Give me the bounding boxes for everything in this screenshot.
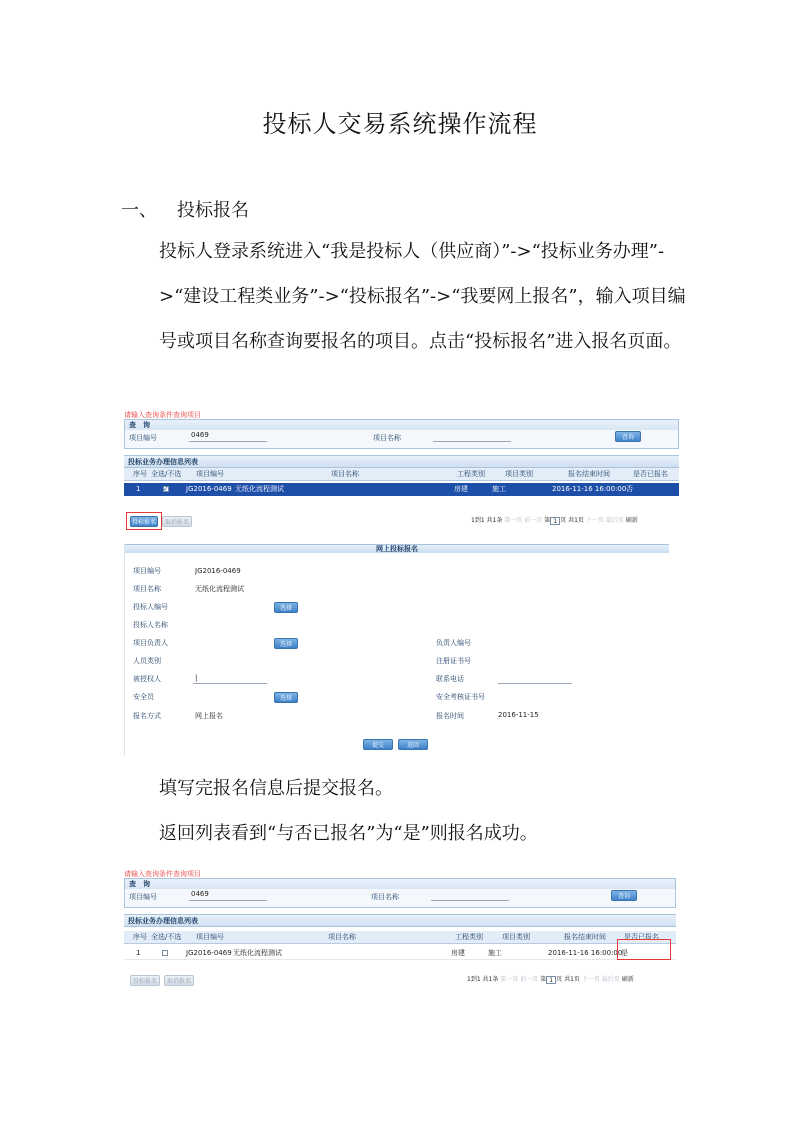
form-phone-label: 联系电话 xyxy=(436,675,464,683)
form-method-value: 网上报名 xyxy=(195,712,223,720)
row-project-type: 施工 xyxy=(492,485,506,493)
pager-refresh[interactable]: 刷新 xyxy=(625,517,638,524)
table-row[interactable] xyxy=(124,947,676,960)
col-header: 工程类别 xyxy=(457,470,485,478)
paragraph-instructions xyxy=(121,229,686,364)
row-checkbox[interactable] xyxy=(163,486,169,492)
project-no-underline xyxy=(189,441,267,442)
form-agent-label: 被授权人 xyxy=(133,675,161,683)
pager-prev[interactable]: 前一页 xyxy=(520,976,539,983)
section-label: 投标报名 xyxy=(177,200,249,221)
paragraph-success xyxy=(121,811,686,856)
form-safety-label: 安全员 xyxy=(133,693,154,701)
query-hint: 请输入查询条件查询项目 xyxy=(124,870,201,878)
form-method-label: 报名方式 xyxy=(133,712,161,720)
bid-register-button[interactable]: 投标报名 xyxy=(130,516,158,527)
row-end-time: 2016-11-16 16:00:00 xyxy=(552,485,627,493)
query-panel xyxy=(124,878,676,908)
paragraph-submit xyxy=(121,766,686,811)
col-header: 序号 xyxy=(133,933,147,941)
form-leader-label: 项目负责人 xyxy=(133,639,168,647)
row-project-name: 无纸化流程测试 xyxy=(233,949,282,957)
list-title: 投标业务办理信息列表 xyxy=(124,914,676,927)
paragraph-text: 返回列表看到“与否已报名”为“是”则报名成功。 xyxy=(159,823,538,844)
query-button[interactable]: 查询 xyxy=(611,890,637,901)
col-header: 项目类别 xyxy=(502,933,530,941)
pager-suffix: 页 共1页 xyxy=(556,976,580,983)
col-header: 项目编号 xyxy=(196,470,224,478)
submit-button[interactable]: 提交 xyxy=(363,739,393,750)
col-header: 项目编号 xyxy=(196,933,224,941)
col-header: 项目名称 xyxy=(331,470,359,478)
form-staff-type-label: 人员类别 xyxy=(133,657,161,665)
pager xyxy=(471,516,638,526)
form-date-value: 2016-11-15 xyxy=(498,711,539,719)
pager-prefix: 第 xyxy=(540,976,547,983)
project-no-underline xyxy=(189,900,267,901)
project-no-input[interactable]: 0469 xyxy=(191,890,209,898)
col-header: 项目类别 xyxy=(505,470,533,478)
query-hint: 请输入查询条件查询项目 xyxy=(124,411,201,419)
project-no-input[interactable]: 0469 xyxy=(191,431,209,439)
project-name-input[interactable] xyxy=(433,441,511,442)
row-registered: 是 xyxy=(621,949,628,957)
pager-last[interactable]: 最后页 xyxy=(605,517,624,524)
pager-first[interactable]: 第一页 xyxy=(504,517,523,524)
pager-next[interactable]: 下一页 xyxy=(585,517,604,524)
back-button[interactable]: 返回 xyxy=(398,739,428,750)
pager xyxy=(467,975,634,985)
col-header[interactable]: 全选/不选 xyxy=(151,470,182,478)
row-engineering-type: 房建 xyxy=(451,949,465,957)
bid-register-button[interactable]: 投标报名 xyxy=(130,975,160,986)
row-engineering-type: 房建 xyxy=(454,485,468,493)
project-no-label: 项目编号 xyxy=(129,434,157,442)
col-header: 报名结束时间 xyxy=(568,470,610,478)
col-header: 序号 xyxy=(133,470,147,478)
row-index: 1 xyxy=(136,485,141,493)
highlight-box xyxy=(617,939,671,960)
cancel-register-button[interactable]: 取消报名 xyxy=(162,516,192,527)
pager-summary: 1到1 共1条 xyxy=(471,517,503,524)
query-button[interactable]: 查询 xyxy=(615,431,641,442)
project-name-label: 项目名称 xyxy=(371,893,399,901)
pager-last[interactable]: 最后页 xyxy=(601,976,620,983)
row-index: 1 xyxy=(136,949,141,957)
form-bidder-name-label: 投标人名称 xyxy=(133,621,168,629)
form-project-no-label: 项目编号 xyxy=(133,567,161,575)
project-name-label: 项目名称 xyxy=(373,434,401,442)
col-header: 是否已报名 xyxy=(624,933,659,941)
table-header xyxy=(124,468,679,481)
project-no-label: 项目编号 xyxy=(129,893,157,901)
select-safety-button[interactable]: 选择 xyxy=(274,692,298,703)
pager-next[interactable]: 下一页 xyxy=(581,976,600,983)
col-header: 是否已报名 xyxy=(633,470,668,478)
form-reg-cert-label: 注册证书号 xyxy=(436,657,471,665)
pager-summary: 1到1 共1条 xyxy=(467,976,499,983)
cancel-register-button[interactable]: 取消报名 xyxy=(164,975,194,986)
list-title: 投标业务办理信息列表 xyxy=(124,455,679,468)
screenshot-bid-list-registered xyxy=(124,871,676,988)
section-number: 一、 xyxy=(121,200,157,221)
row-registered: 否 xyxy=(626,485,633,493)
paragraph-text: 投标人登录系统进入“我是投标人（供应商）”->“投标业务办理”->“建设工程类业务”->“投标报名”->“我要网上报名”，输入项目编号或项目名称查询要报名的项目。点击“投标报名”进入报名页面。 xyxy=(159,241,686,352)
select-bidder-button[interactable]: 选择 xyxy=(274,602,298,613)
row-project-name: 无纸化流程测试 xyxy=(235,485,284,493)
row-end-time: 2016-11-16 16:00:00 xyxy=(548,949,623,957)
project-name-input[interactable] xyxy=(431,900,509,901)
form-agent-input[interactable]: | xyxy=(195,674,198,682)
table-header xyxy=(124,931,676,944)
query-panel-title: 查 询 xyxy=(125,420,678,430)
screenshot-bid-list xyxy=(124,412,679,529)
pager-suffix: 页 共1页 xyxy=(560,517,584,524)
query-panel-title: 查 询 xyxy=(125,879,675,889)
paragraph-text: 填写完报名信息后提交报名。 xyxy=(159,778,393,799)
row-project-no: JG2016-0469 xyxy=(186,485,232,493)
section-heading xyxy=(121,196,249,222)
pager-first[interactable]: 第一页 xyxy=(500,976,519,983)
query-panel xyxy=(124,419,679,449)
pager-page-input[interactable]: 1 xyxy=(546,976,556,984)
col-header: 报名结束时间 xyxy=(564,933,606,941)
form-leader-no-label: 负责人编号 xyxy=(436,639,471,647)
row-checkbox[interactable] xyxy=(162,950,168,956)
row-project-type: 施工 xyxy=(488,949,502,957)
pager-refresh[interactable]: 刷新 xyxy=(621,976,634,983)
form-project-name-value: 无纸化流程测试 xyxy=(195,585,244,593)
form-title: 网上投标报名 xyxy=(125,544,669,553)
document-title: 投标人交易系统操作流程 xyxy=(262,110,538,138)
form-project-name-label: 项目名称 xyxy=(133,585,161,593)
form-project-no-value: JG2016-0469 xyxy=(195,567,241,575)
form-agent-underline xyxy=(193,683,267,684)
col-header: 工程类别 xyxy=(455,933,483,941)
pager-prev[interactable]: 前一页 xyxy=(524,517,543,524)
form-date-label: 报名时间 xyxy=(436,712,464,720)
form-safety-cert-label: 安全考核证书号 xyxy=(436,693,485,701)
screenshot-registration-form xyxy=(124,544,669,756)
table-row[interactable] xyxy=(124,483,679,496)
pager-prefix: 第 xyxy=(544,517,551,524)
col-header[interactable]: 全选/不选 xyxy=(151,933,182,941)
highlight-box xyxy=(126,512,162,530)
pager-page-input[interactable]: 1 xyxy=(550,517,560,525)
select-leader-button[interactable]: 选择 xyxy=(274,638,298,649)
form-bidder-no-label: 投标人编号 xyxy=(133,603,168,611)
col-header: 项目名称 xyxy=(328,933,356,941)
form-phone-input[interactable] xyxy=(498,683,572,684)
row-project-no: JG2016-0469 xyxy=(186,949,232,957)
